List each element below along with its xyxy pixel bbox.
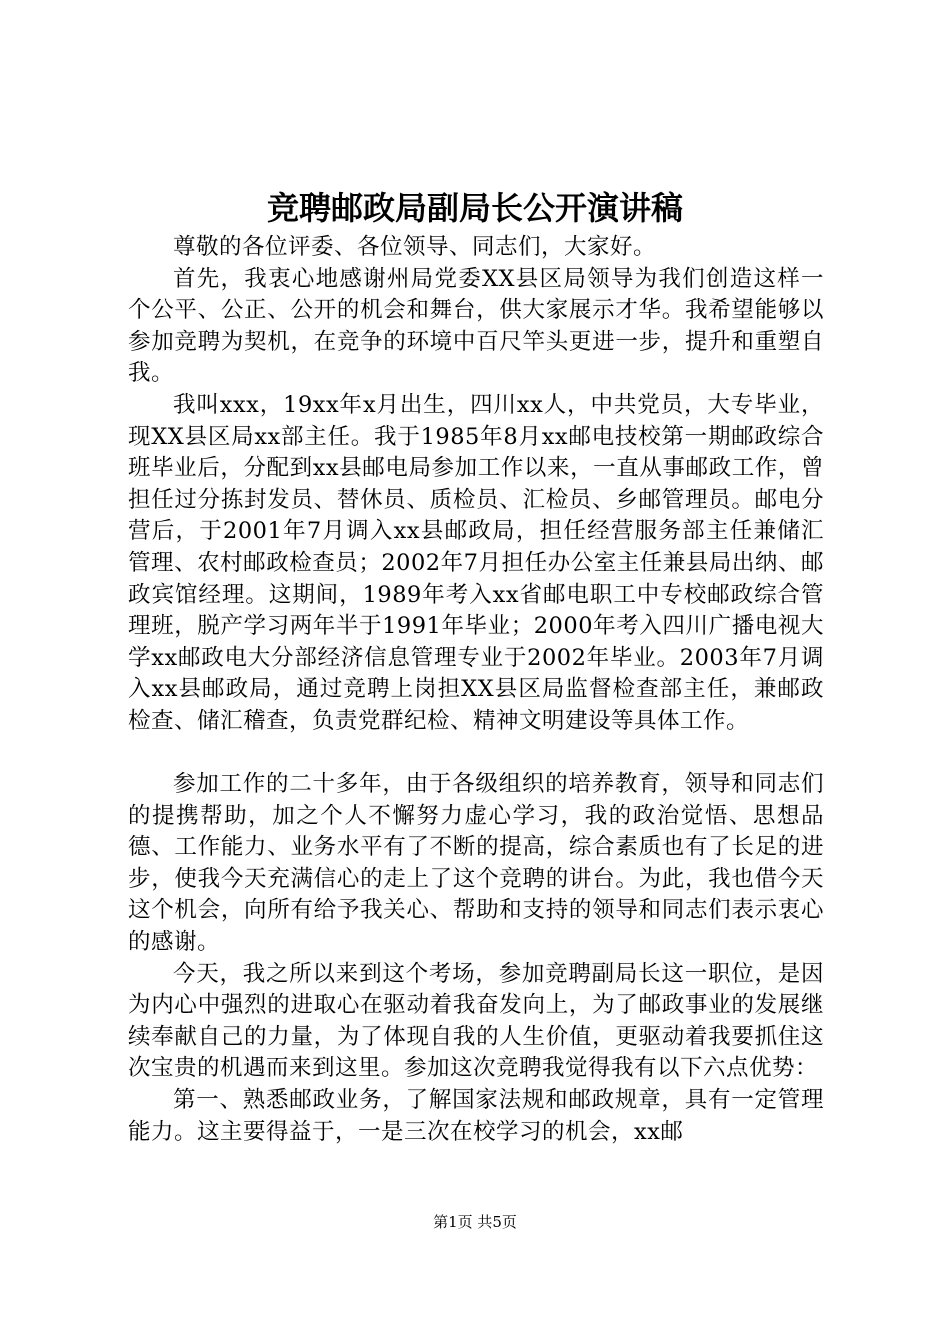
paragraph-growth: 参加工作的二十多年，由于各级组织的培养教育，领导和同志们的提携帮助，加之个人不懈努力虚心学习，我的政治觉悟、思想品德、工作能力、业务水平有了不断的提高，综合素质也有了长足的进步，使我今天充满信心的走上了这个竞聘的讲台。为此，我也借今天这个机会，向所有给予我关心、帮助和支持的领导和同志们表示衷心的感谢。 (128, 771, 824, 956)
paragraph-advantage-one: 第一、熟悉邮政业务，了解国家法规和邮政规章，具有一定管理能力。这主要得益于，一是三次在校学习的机会，xx邮 (128, 1087, 824, 1145)
paragraph-motivation: 今天，我之所以来到这个考场，参加竞聘副局长这一职位，是因为内心中强烈的进取心在驱动着我奋发向上，为了邮政事业的发展继续奉献自己的力量，为了体现自我的人生价值，更驱动着我要抓住这次宝贵的机遇而来到这里。参加这次竞聘我觉得我有以下六点优势： (128, 960, 824, 1082)
document-body (128, 232, 824, 1148)
document-title: 竞聘邮政局副局长公开演讲稿 (266, 189, 683, 227)
paragraph-greeting: 尊敬的各位评委、各位领导、同志们，大家好。 (173, 234, 657, 260)
paragraph-thanks: 首先，我衷心地感谢州局党委XX县区局领导为我们创造这样一个公平、公正、公开的机会和舞台，供大家展示才华。我希望能够以参加竞聘为契机，在竞争的环境中百尺竿头更进一步，提升和重塑自我。 (128, 265, 824, 387)
paragraph-self-introduction: 我叫xxx，19xx年x月出生，四川xx人，中共党员，大专毕业，现XX县区局xx部主任。我于1985年8月xx邮电技校第一期邮政综合班毕业后，分配到xx县邮电局参加工作以来，一直从事邮政工作，曾担任过分拣封发员、替休员、质检员、汇检员、乡邮管理员。邮电分营后，于2001年7月调入xx县邮政局，担任经营服务部主任兼储汇管理、农村邮政检查员；2002年7月担任办公室主任兼县局出纳、邮政宾馆经理。这期间，1989年考入xx省邮电职工中专校邮政综合管理班，脱产学习两年半于1991年毕业；2000年考入四川广播电视大学xx邮政电大分部经济信息管理专业于2002年毕业。2003年7月调入xx县邮政局，通过竞聘上岗担XX县区局监督检查部主任，兼邮政检查、储汇稽查，负责党群纪检、精神文明建设等具体工作。 (128, 391, 824, 734)
page-footer: 第1页 共5页 (433, 1213, 517, 1231)
